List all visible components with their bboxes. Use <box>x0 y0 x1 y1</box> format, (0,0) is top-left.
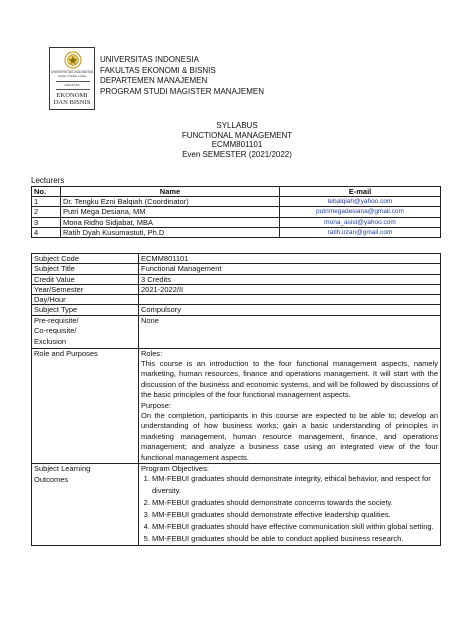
logo-faculty-small: FAKULTAS <box>64 83 80 87</box>
lecturer-name: Dr. Tengku Ezni Balqiah (Coordinator) <box>61 197 280 207</box>
purpose-heading: Purpose: <box>141 400 172 410</box>
logo-faculty-line2: DAN BISNIS <box>53 99 91 106</box>
lecturer-email[interactable]: ratih.irzan@gmail.com <box>280 227 441 237</box>
year-semester-label: Year/Semester <box>32 284 139 294</box>
faculty-logo <box>49 47 95 110</box>
lecturer-no: 1 <box>32 197 61 207</box>
course-code: ECMM801101 <box>211 140 263 149</box>
table-row <box>32 197 441 207</box>
university-name: UNIVERSITAS INDONESIA <box>100 55 199 64</box>
outcomes-label-line: Subject Learning <box>34 464 91 474</box>
faculty-name: FAKULTAS EKONOMI & BISNIS <box>100 65 216 75</box>
logo-divider <box>56 81 90 82</box>
table-row <box>32 284 441 294</box>
table-row <box>32 305 441 315</box>
institution-header <box>100 55 264 97</box>
lecturers-table <box>31 186 441 238</box>
list-item: 2. MM-FEBUI graduates should demonstrate concerns towards the society. <box>152 497 438 509</box>
program-name: PROGRAM STUDI MAGISTER MANAJEMEN <box>100 86 265 96</box>
credit-value-label: Credit Value <box>32 274 139 284</box>
role-purposes-label: Role and Purposes <box>32 348 139 463</box>
table-row <box>32 264 441 274</box>
table-row <box>32 348 441 463</box>
table-row <box>32 227 441 237</box>
day-hour-value <box>139 295 441 305</box>
role-purposes-content <box>139 348 441 463</box>
column-header-no: No. <box>32 187 61 197</box>
semester: Even SEMESTER (2021/2022) <box>182 149 292 159</box>
outcomes-heading: Program Objectives: <box>141 464 209 474</box>
prerequisite-label-line: Pre-requisite/ <box>34 315 79 325</box>
logo-university-name: UNIVERSITAS INDONESIA <box>51 70 93 74</box>
university-seal-icon <box>64 51 82 69</box>
lecturer-name: Ratih Dyah Kusumastuti, Ph.D <box>61 227 280 237</box>
lecturer-email[interactable]: putrimegadesiana@gmail.com <box>280 207 441 217</box>
lecturer-name: Mona Ridho Sidjabat, MBA <box>61 217 280 227</box>
table-row <box>32 274 441 284</box>
corequisite-label-line: Co-requisite/ <box>34 326 77 336</box>
table-row <box>32 217 441 227</box>
course-info-table <box>31 253 441 546</box>
logo-motto: Veritas, Probitas, Iustitia <box>58 75 86 78</box>
list-item: 5. MM-FEBUI graduates should be able to conduct applied business research. <box>152 533 438 545</box>
column-header-email: E-mail <box>280 187 441 197</box>
title-line: SYLLABUS <box>216 121 258 130</box>
course-name: FUNCTIONAL MANAGEMENT <box>181 130 293 140</box>
table-row <box>32 207 441 217</box>
syllabus-title <box>0 121 474 159</box>
lecturers-label: Lecturers <box>31 176 65 185</box>
list-item: 3. MM-FEBUI graduates should demonstrate effective leadership qualities. <box>152 509 438 521</box>
logo-faculty-line1: EKONOMI <box>56 92 88 99</box>
day-hour-label: Day/Hour <box>32 295 139 305</box>
table-row <box>32 295 441 305</box>
subject-type-value: Compulsory <box>139 305 441 315</box>
subject-type-label: Subject Type <box>32 305 139 315</box>
lecturer-no: 2 <box>32 207 61 217</box>
purpose-text: On the completion, participants in this course are expected to be able to; develop an understanding of how business works; gain a basic understanding of principles in marketing management, human resource management, finance, and operations management; and analyze a business case using an integrated view of the four functional management aspects. <box>141 411 438 462</box>
subject-title-label: Subject Title <box>32 264 139 274</box>
lecturer-no: 3 <box>32 217 61 227</box>
column-header-name: Name <box>61 187 280 197</box>
year-semester-value: 2021-2022/II <box>139 284 441 294</box>
logo-divider <box>56 89 90 90</box>
prerequisite-value: None <box>139 315 441 348</box>
lecturer-email[interactable]: tebalqiah@yahoo.com <box>280 197 441 207</box>
exclusion-label-line: Exclusion <box>34 336 67 346</box>
outcomes-content <box>139 464 441 546</box>
list-item: 1. MM-FEBUI graduates should demonstrate integrity, ethical behavior, and respect for diversity. <box>152 473 438 497</box>
outcomes-label-line: Outcomes <box>34 474 69 484</box>
lecturer-no: 4 <box>32 227 61 237</box>
table-row <box>32 464 441 546</box>
lecturer-name: Putri Mega Desiana, MM <box>61 207 280 217</box>
subject-title-value: Functional Management <box>139 264 441 274</box>
roles-text: This course is an introduction to the four functional management aspects, namely marketing, human resources, finance and operations management. It will start with the discussion of the business and economic systems, and will be followed by discussions of the basic principles of the four functional management aspects. <box>141 358 438 400</box>
subject-code-label: Subject Code <box>32 254 139 264</box>
roles-heading: Roles: <box>141 348 163 358</box>
table-row <box>32 315 441 348</box>
department-name: DEPARTEMEN MANAJEMEN <box>100 76 208 85</box>
table-header-row <box>32 187 441 197</box>
outcomes-label <box>32 464 139 546</box>
lecturer-email[interactable]: mona_asist@yahoo.com <box>280 217 441 227</box>
program-objectives-list <box>141 473 438 545</box>
credit-value-value: 3 Credits <box>139 274 441 284</box>
list-item: 4. MM-FEBUI graduates should have effective communication skill within global setting. <box>152 521 438 533</box>
prerequisite-label <box>32 315 139 348</box>
table-row <box>32 254 441 264</box>
subject-code-value: ECMM801101 <box>139 254 441 264</box>
